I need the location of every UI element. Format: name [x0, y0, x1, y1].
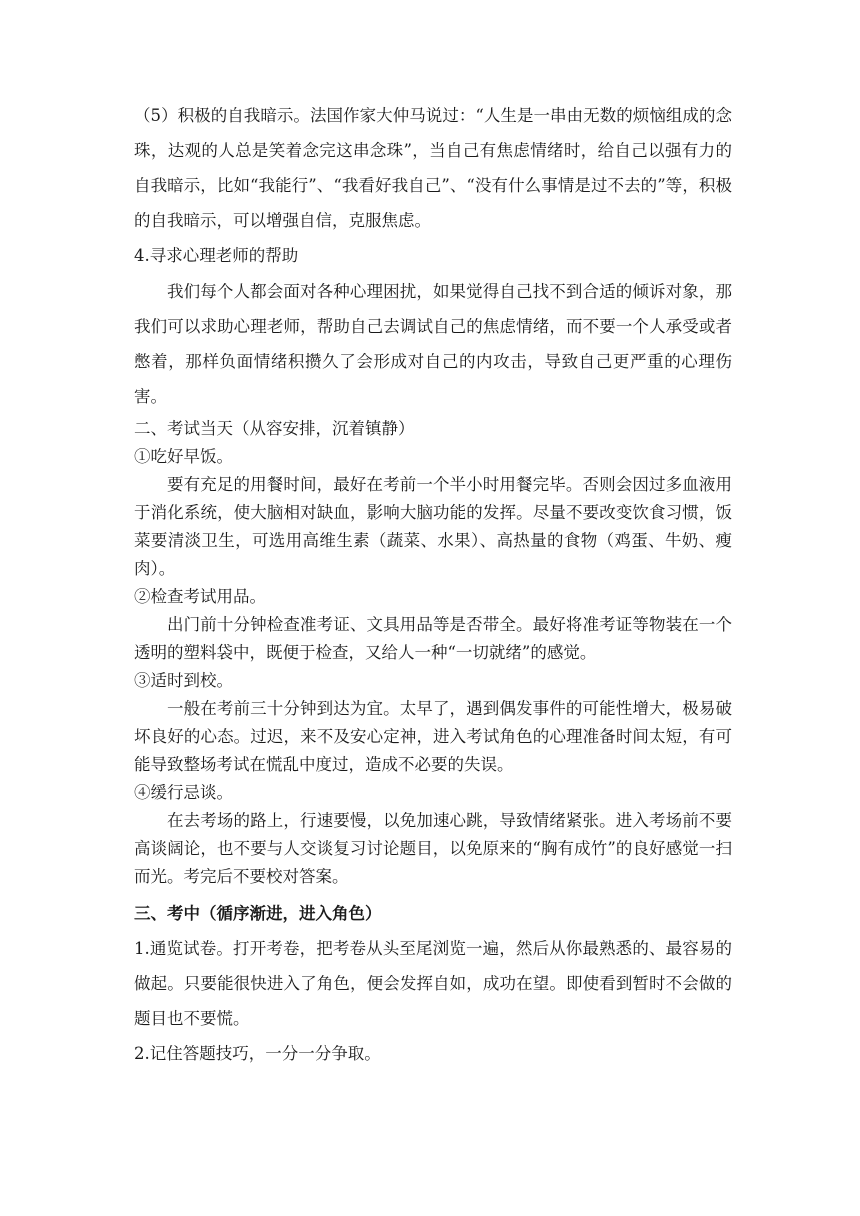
document-page — [134, 98, 732, 1071]
heading-exam-day: 二、考试当天（从容安排，沉着镇静） — [134, 419, 415, 438]
subheading-check-supplies: ②检查考试用品。 — [134, 587, 266, 606]
paragraph-positive-self-suggestion: （5）积极的自我暗示。法国作家大仲马说过：“人生是一串由无数的烦恼组成的念珠，达观的人总是笑着念完这串念珠”，当自己有焦虑情绪时，给自己以强有力的自我暗示，比如“我能行”、“我看好我自己”、“没有什么事情是过不去的”等，积极的自我暗示，可以增强自信，克服焦虑。 — [134, 106, 732, 230]
paragraph-answer-tips: 2.记住答题技巧，一分一分争取。 — [134, 1044, 381, 1063]
subheading-arrive-on-time: ③适时到校。 — [134, 671, 233, 690]
heading-seek-counselor: 4.寻求心理老师的帮助 — [134, 246, 299, 265]
subheading-breakfast: ①吃好早饭。 — [134, 447, 233, 466]
paragraph-breakfast: 要有充足的用餐时间，最好在考前一个半小时用餐完毕。否则会因过多血液用于消化系统，使大脑相对缺血，影响大脑功能的发挥。尽量不要改变饮食习惯，饭菜要清淡卫生，可选用高维生素（蔬菜、水果）、高热量的食物（鸡蛋、牛奶、瘦肉）。 — [134, 475, 732, 578]
paragraph-browse-paper: 1.通览试卷。打开考卷，把考卷从头至尾浏览一遍，然后从你最熟悉的、最容易的做起。只要能很快进入了角色，便会发挥自如，成功在望。即使看到暂时不会做的题目也不要慌。 — [134, 939, 732, 1028]
paragraph-arrive-on-time: 一般在考前三十分钟到达为宜。太早了，遇到偶发事件的可能性增大，极易破坏良好的心态。过迟，来不及安心定神，进入考试角色的心理准备时间太短，有可能导致整场考试在慌乱中度过，造成不必要的失误。 — [134, 699, 732, 774]
paragraph-check-supplies: 出门前十分钟检查准考证、文具用品等是否带全。最好将准考证等物装在一个透明的塑料袋中，既便于检查，又给人一种“一切就绪”的感觉。 — [134, 615, 732, 662]
subheading-walk-slowly: ④缓行忌谈。 — [134, 783, 233, 802]
paragraph-seek-counselor: 我们每个人都会面对各种心理困扰，如果觉得自己找不到合适的倾诉对象，那我们可以求助心理老师，帮助自己去调试自己的焦虑情绪，而不要一个人承受或者憋着，那样负面情绪积攒久了会形成对自己的内攻击，导致自己更严重的心理伤害。 — [134, 282, 732, 406]
paragraph-walk-slowly: 在去考场的路上，行速要慢，以免加速心跳，导致情绪紧张。进入考场前不要高谈阔论，也不要与人交谈复习讨论题目，以免原来的“胸有成竹”的良好感觉一扫而光。考完后不要校对答案。 — [134, 811, 732, 886]
heading-during-exam: 三、考中（循序渐进，进入角色） — [134, 904, 382, 923]
